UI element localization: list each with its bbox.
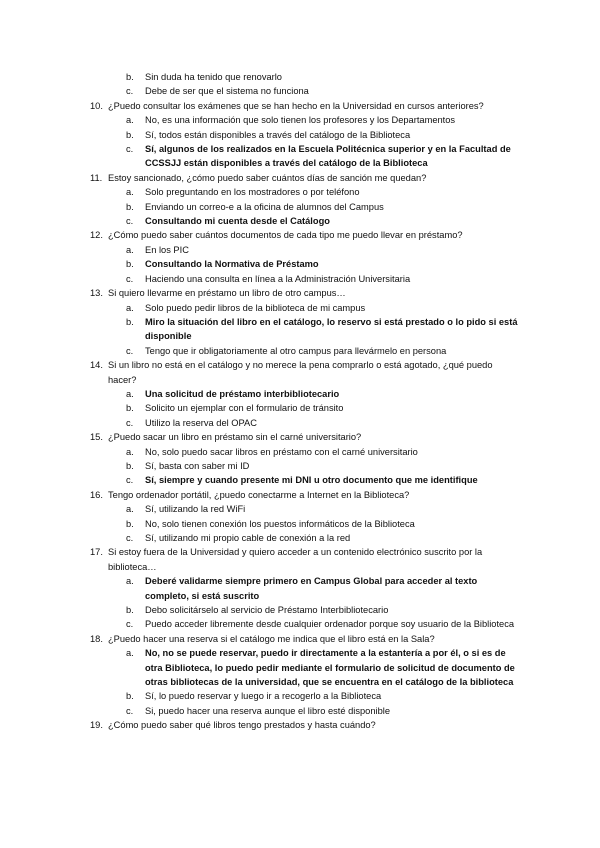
option-letter: a. bbox=[126, 648, 134, 659]
answer-option-correct bbox=[0, 315, 520, 344]
option-text: No, solo puedo sacar libros en préstamo con el carné universitario bbox=[145, 446, 418, 457]
option-letter: a. bbox=[126, 244, 134, 255]
option-letter: c. bbox=[126, 533, 134, 543]
question-number: 17. bbox=[90, 547, 103, 558]
question bbox=[0, 358, 516, 387]
option-letter: c. bbox=[126, 417, 134, 428]
option-text: Enviando un correo-e a la oficina de alumnos del Campus bbox=[145, 201, 384, 212]
option-text: Consultando la Normativa de Préstamo bbox=[145, 259, 319, 270]
question-text: Si estoy fuera de la Universidad y quiero acceder a un contenido electrónico suscrito por la biblioteca… bbox=[108, 547, 483, 572]
option-text: Debo solicitárselo al servicio de Préstamo Interbibliotecario bbox=[145, 605, 389, 616]
question bbox=[0, 545, 516, 574]
answer-option bbox=[0, 272, 520, 286]
option-letter: a. bbox=[126, 302, 134, 313]
question-text: ¿Cómo puedo saber qué libros tengo prestados y hasta cuándo? bbox=[108, 720, 376, 731]
answer-option bbox=[0, 617, 520, 631]
option-letter: c. bbox=[126, 273, 134, 284]
option-text: Deberé validarme siempre primero en Campus Global para acceder al texto completo, si está suscrito bbox=[145, 576, 478, 601]
option-letter: c. bbox=[126, 144, 134, 155]
option-letter: c. bbox=[126, 705, 134, 716]
option-letter: b. bbox=[126, 518, 134, 529]
question-text: ¿Puedo hacer una reserva si el catálogo me indica que el libro está en la Sala? bbox=[108, 633, 435, 644]
option-text: Consultando mi cuenta desde el Catálogo bbox=[145, 216, 330, 227]
option-letter: b. bbox=[126, 259, 134, 270]
option-letter: b. bbox=[126, 403, 134, 414]
question-text: ¿Cómo puedo saber cuántos documentos de cada tipo me puedo llevar en préstamo? bbox=[108, 230, 463, 241]
option-letter: a. bbox=[126, 446, 134, 457]
option-text: En los PIC bbox=[145, 244, 189, 255]
answer-option bbox=[0, 704, 520, 718]
question bbox=[0, 632, 516, 646]
option-text: No, es una información que solo tienen los profesores y los Departamentos bbox=[145, 115, 456, 126]
option-text: No, solo tienen conexión los puestos informáticos de la Biblioteca bbox=[145, 518, 415, 529]
option-letter: b. bbox=[126, 691, 134, 702]
answer-option-correct bbox=[0, 214, 520, 228]
answer-option bbox=[0, 301, 520, 315]
question-number: 13. bbox=[90, 288, 103, 299]
answer-option-correct bbox=[0, 387, 520, 401]
option-text: Solicito un ejemplar con el formulario de tránsito bbox=[145, 403, 344, 414]
question bbox=[0, 488, 516, 502]
answer-option-correct bbox=[0, 142, 520, 171]
question-number: 10. bbox=[90, 100, 103, 111]
option-letter: c. bbox=[126, 475, 134, 486]
question bbox=[0, 228, 516, 242]
answer-option bbox=[0, 113, 520, 127]
option-letter: b. bbox=[126, 201, 134, 212]
option-text: Sí, siempre y cuando presente mi DNI u otro documento que me identifique bbox=[145, 475, 478, 486]
answer-option bbox=[0, 517, 520, 531]
answer-option bbox=[0, 502, 520, 516]
option-letter: a. bbox=[126, 187, 134, 198]
question bbox=[0, 171, 516, 185]
answer-option bbox=[0, 603, 520, 617]
question-number: 19. bbox=[90, 720, 103, 731]
answer-option bbox=[0, 416, 520, 430]
option-text: Sí, utilizando mi propio cable de conexión a la red bbox=[145, 533, 351, 543]
option-text: Tengo que ir obligatoriamente al otro campus para llevármelo en persona bbox=[145, 345, 447, 356]
question-number: 15. bbox=[90, 432, 103, 443]
answer-option-correct bbox=[0, 257, 520, 271]
question-text: ¿Puedo sacar un libro en préstamo sin el carné universitario? bbox=[108, 432, 362, 443]
question-number: 11. bbox=[90, 172, 103, 183]
option-text: Puedo acceder libremente desde cualquier ordenador porque soy usuario de la Biblioteca bbox=[145, 619, 515, 630]
question-number: 12. bbox=[90, 230, 103, 241]
quiz-document bbox=[0, 70, 600, 733]
option-text: No, no se puede reservar, puedo ir directamente a la estantería a por él, o si es de otra Biblioteca, lo puedo pedir mediante el formulario de solicitud de documento de otras bibliotecas de la universidad, que se encuentra en el catálogo de la biblioteca bbox=[145, 648, 515, 688]
answer-option bbox=[0, 200, 520, 214]
question-number: 14. bbox=[90, 360, 103, 371]
option-text: Haciendo una consulta en línea a la Administración Universitaria bbox=[145, 273, 411, 284]
option-text: Una solicitud de préstamo interbibliotecario bbox=[145, 388, 340, 399]
question-text: Si quiero llevarme en préstamo un libro de otro campus… bbox=[108, 288, 346, 299]
question bbox=[0, 99, 516, 113]
answer-option bbox=[0, 70, 520, 84]
question-text: Estoy sancionado, ¿cómo puedo saber cuántos días de sanción me quedan? bbox=[108, 172, 427, 183]
question-text: ¿Puedo consultar los exámenes que se han hecho en la Universidad en cursos anteriores? bbox=[108, 100, 484, 111]
option-text: Solo preguntando en los mostradores o por teléfono bbox=[145, 187, 360, 198]
option-text: Miro la situación del libro en el catálogo, lo reservo si está prestado o lo pido si está disponible bbox=[145, 316, 518, 342]
option-text: Sí, algunos de los realizados en la Escuela Politécnica superior y en la Facultad de CCSSJJ están disponibles a través del catálogo de la Biblioteca bbox=[145, 144, 511, 169]
answer-option bbox=[0, 344, 520, 358]
answer-option bbox=[0, 401, 520, 415]
option-text: Sí, basta con saber mi ID bbox=[145, 460, 250, 471]
option-text: Sí, utilizando la red WiFi bbox=[145, 504, 246, 515]
option-text: Sí, lo puedo reservar y luego ir a recogerlo a la Biblioteca bbox=[145, 691, 382, 702]
option-text: Solo puedo pedir libros de la biblioteca de mi campus bbox=[145, 302, 366, 313]
option-letter: b. bbox=[126, 460, 134, 471]
option-letter: c. bbox=[126, 216, 134, 227]
option-letter: c. bbox=[126, 345, 134, 356]
answer-option-correct bbox=[0, 574, 520, 603]
option-text: Utilizo la reserva del OPAC bbox=[145, 417, 257, 428]
option-letter: a. bbox=[126, 504, 134, 515]
answer-option bbox=[0, 128, 520, 142]
option-letter: a. bbox=[126, 576, 134, 587]
option-text: Sí, todos están disponibles a través del catálogo de la Biblioteca bbox=[145, 129, 411, 140]
option-letter: c. bbox=[126, 86, 134, 97]
question-number: 18. bbox=[90, 633, 103, 644]
option-letter: b. bbox=[126, 129, 134, 140]
answer-option bbox=[0, 459, 520, 473]
option-text: Sin duda ha tenido que renovarlo bbox=[145, 72, 282, 82]
answer-option bbox=[0, 531, 520, 545]
option-text: Debe de ser que el sistema no funciona bbox=[145, 86, 309, 97]
question bbox=[0, 286, 516, 300]
answer-option bbox=[0, 445, 520, 459]
question-text: Tengo ordenador portátil, ¿puedo conectarme a Internet en la Biblioteca? bbox=[108, 489, 410, 500]
question-text: Si un libro no está en el catálogo y no merece la pena comprarlo o está agotado, ¿qué puedo hacer? bbox=[108, 360, 493, 385]
answer-option bbox=[0, 84, 520, 98]
answer-option-correct bbox=[0, 646, 520, 689]
answer-option bbox=[0, 243, 520, 257]
answer-option bbox=[0, 689, 520, 703]
option-text: Si, puedo hacer una reserva aunque el libro esté disponible bbox=[145, 705, 390, 716]
option-letter: b. bbox=[126, 316, 134, 327]
answer-option-correct bbox=[0, 473, 520, 487]
option-letter: b. bbox=[126, 72, 134, 82]
question-number: 16. bbox=[90, 489, 103, 500]
question bbox=[0, 430, 516, 444]
option-letter: b. bbox=[126, 605, 134, 616]
question bbox=[0, 718, 516, 732]
option-letter: a. bbox=[126, 115, 134, 126]
answer-option bbox=[0, 185, 520, 199]
option-letter: c. bbox=[126, 619, 134, 630]
option-letter: a. bbox=[126, 388, 134, 399]
